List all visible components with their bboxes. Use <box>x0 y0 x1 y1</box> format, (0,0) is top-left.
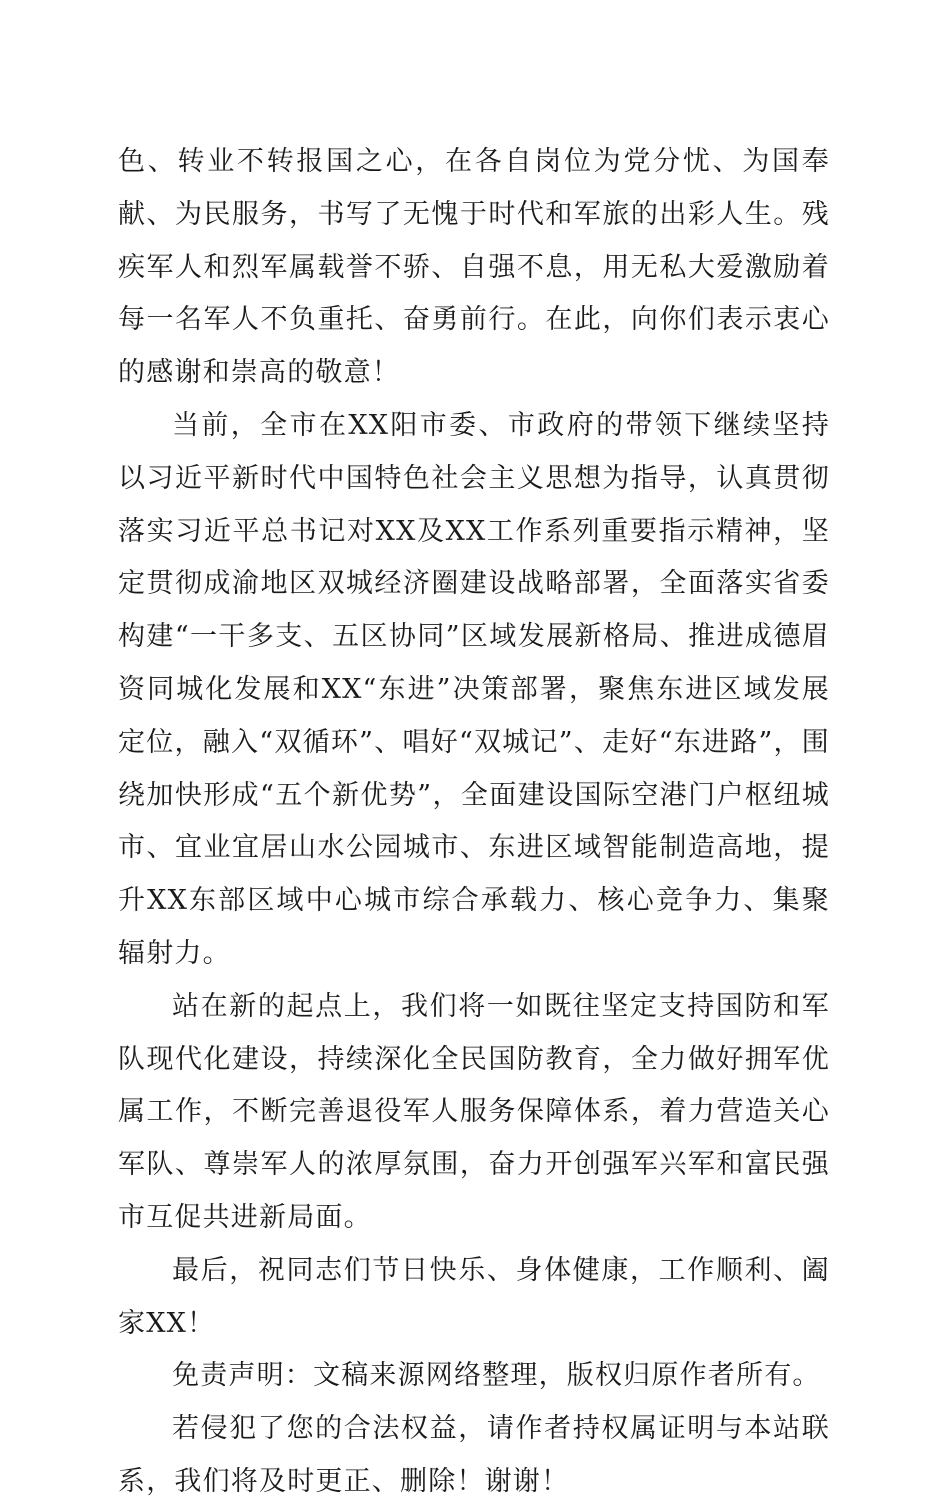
paragraph-new-starting-point: 站在新的起点上，我们将一如既往坚定支持国防和军队现代化建设，持续深化全民国防教育，全力做好拥军优属工作，不断完善退役军人服务保障体系，着力营造关心军队、尊崇军人的浓厚氛围，奋力开创强军兴军和富民强市互促共进新局面。 <box>118 990 830 1233</box>
paragraph-disclaimer: 免责声明：文稿来源网络整理，版权归原作者所有。 <box>172 1360 821 1392</box>
document-body <box>118 136 830 1509</box>
paragraph-continuation: 色、转业不转报国之心，在各自岗位为党分忧、为国奉献、为民服务，书写了无愧于时代和军旅的出彩人生。残疾军人和烈军属载誉不骄、自强不息，用无私大爱激励着每一名军人不负重托、奋勇前行。在此，向你们表示衷心的感谢和崇高的敬意！ <box>118 146 830 389</box>
paragraph-current-situation: 当前，全市在XX阳市委、市政府的带领下继续坚持以习近平新时代中国特色社会主义思想为指导，认真贯彻落实习近平总书记对XX及XX工作系列重要指示精神，坚定贯彻成渝地区双城经济圈建设战略部署，全面落实省委构建“一干多支、五区协同”区域发展新格局、推进成德眉资同城化发展和XX“东进”决策部署，聚焦东进区域发展定位，融入“双循环”、唱好“双城记”、走好“东进路”，围绕加快形成“五个新优势”，全面建设国际空港门户枢纽城市、宜业宜居山水公园城市、东进区域智能制造高地，提升XX东部区域中心城市综合承载力、核心竞争力、集聚辐射力。 <box>118 409 830 969</box>
paragraph-closing-wishes: 最后，祝同志们节日快乐、身体健康，工作顺利、阖家XX！ <box>118 1254 830 1339</box>
paragraph-infringement-notice: 若侵犯了您的合法权益，请作者持权属证明与本站联系，我们将及时更正、删除！谢谢！ <box>118 1413 830 1497</box>
